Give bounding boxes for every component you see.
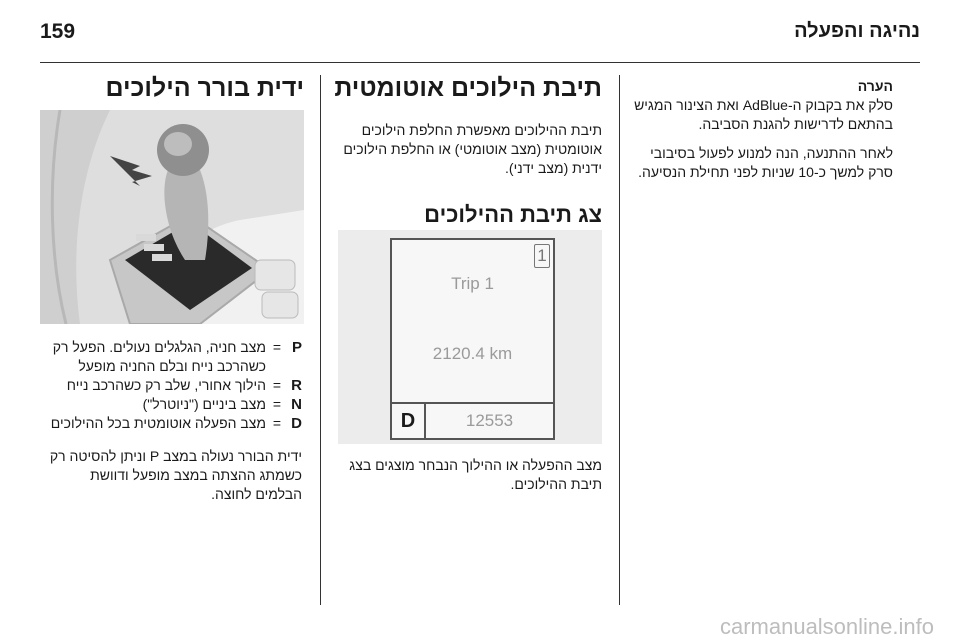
page-header bbox=[40, 18, 920, 48]
odometer-value: 12553 bbox=[465, 411, 514, 430]
header-divider bbox=[40, 62, 920, 63]
gear-position-n bbox=[44, 395, 302, 414]
gear-desc-n: מצב ביניים ("ניוטרל") bbox=[142, 396, 266, 412]
section-heading-selector-lever: ידית בורר הילוכים bbox=[105, 74, 304, 102]
trip-number-badge: 1 bbox=[534, 244, 550, 268]
gear-key-d: D bbox=[291, 415, 302, 432]
gear-lever-illustration bbox=[40, 110, 304, 324]
note-column bbox=[625, 78, 893, 182]
section-heading-auto-transmission: תיבת הילוכים אוטומטית bbox=[334, 74, 602, 102]
gear-key-p: P bbox=[291, 339, 302, 356]
gear-equals-d: = bbox=[272, 415, 282, 431]
trip-label: Trip 1 bbox=[451, 274, 494, 293]
auto-transmission-body: תיבת ההילוכים מאפשרת החלפת הילוכים אוטומטית (מצב אוטומטי) או החלפת הילוכים ידנית (מצב ידני). bbox=[343, 122, 602, 176]
trip-distance: 2120.4 km bbox=[432, 344, 513, 363]
selector-lever-footer-text: ידית הבורר נעולה במצב P וניתן להסיטה רק כשמתג ההצתה במצב מופעל ודוושת הבלמים לחוצה. bbox=[49, 448, 302, 502]
column-divider-left bbox=[320, 75, 321, 605]
display-frame bbox=[390, 238, 555, 440]
gear-key-n: N bbox=[291, 396, 302, 413]
display-caption: מצב ההפעלה או ההילוך הנבחר מוצגים בצג תיבת ההילוכים. bbox=[349, 457, 602, 492]
gear-equals-p: = bbox=[272, 339, 282, 355]
auto-transmission-column bbox=[334, 74, 602, 228]
selector-lever-photo bbox=[40, 110, 304, 324]
gear-key-r: R bbox=[291, 377, 302, 394]
display-caption-block bbox=[334, 456, 602, 494]
gear-position-d bbox=[44, 414, 302, 433]
gear-position-r bbox=[44, 376, 302, 395]
transmission-display-figure bbox=[338, 230, 602, 444]
chapter-title: נהיגה והפעלה bbox=[794, 20, 920, 42]
gear-desc-d: מצב הפעלה אוטומטית בכל ההילוכים bbox=[50, 415, 266, 431]
subheading-transmission-display: צג תיבת ההילוכים bbox=[424, 202, 602, 227]
column-divider-right bbox=[619, 75, 620, 605]
gear-desc-p: מצב חניה, הגלגלים נעולים. הפעל רק כשהרכב נייח ובלם החניה מופעל bbox=[52, 339, 266, 374]
note-paragraph-1: סלק את בקבוק ה-AdBlue ואת הצינור המגיש בהתאם לדרישות להגנת הסביבה. bbox=[634, 97, 893, 132]
watermark: carmanualsonline.info bbox=[719, 614, 934, 639]
note-title: הערה bbox=[857, 78, 893, 94]
gear-indicator: D bbox=[392, 404, 426, 438]
selector-lever-column bbox=[40, 74, 304, 103]
page-number: 159 bbox=[40, 20, 76, 43]
gear-positions-list bbox=[44, 338, 302, 504]
gear-position-p bbox=[44, 338, 302, 376]
note-paragraph-2: לאחר ההתנעה, הנה למנוע לפעול בסיבובי סרק למשך כ-10 שניות לפני תחילת הנסיעה. bbox=[638, 145, 893, 180]
gear-desc-r: הילוך אחורי, שלב רק כשהרכב נייח bbox=[66, 377, 266, 393]
gear-equals-r: = bbox=[272, 377, 282, 393]
gear-equals-n: = bbox=[272, 396, 282, 412]
